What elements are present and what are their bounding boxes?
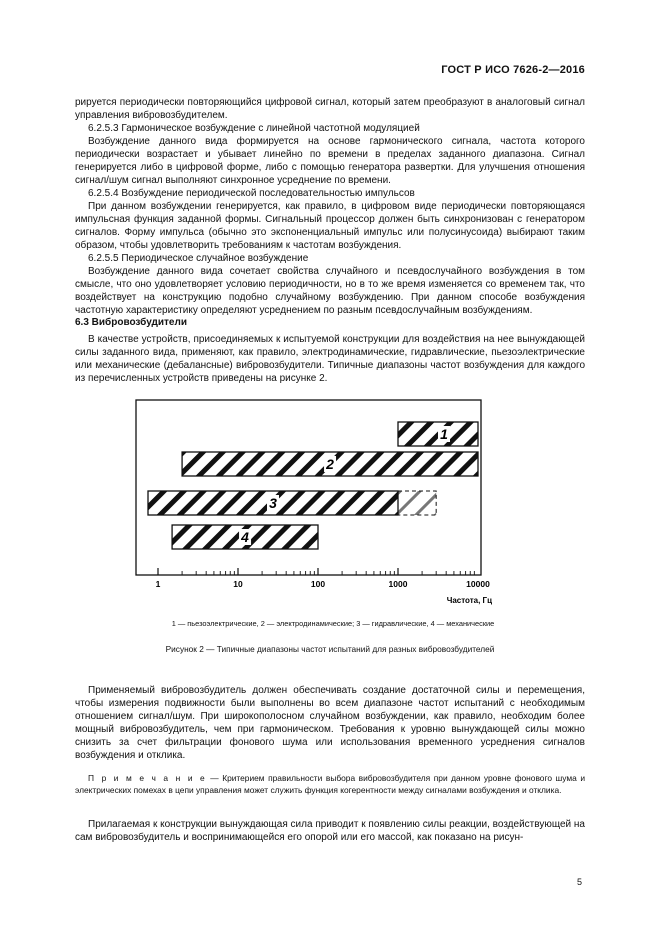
paragraph: 6.2.5.5 Периодическое случайное возбуждение xyxy=(88,253,309,264)
section-heading: 6.3 Вибровозбудители xyxy=(75,317,187,328)
paragraph: При данном возбуждении генерируется, как правило, в цифровом виде периодически повторяющаяся импульсная функция заданной формы. Сигнальный процессор должен быть синхронизован с генератором сигналов. Форму импульса (обычно это экспоненциальный импульс или полусинусоида) выбирают таким образом, чтобы удовлетворить требованиям к частотам возбуждения. xyxy=(75,201,585,251)
bar-extension xyxy=(398,491,436,515)
figure-legend: 1 — пьезоэлектрические, 2 — электродинамические; 3 — гидравлические, 4 — механические xyxy=(171,619,495,628)
paragraph: рируется периодически повторяющийся цифровой сигнал, который затем преобразуют в аналоговый сигнал управления вибровозбудителем. xyxy=(75,97,585,121)
note-label: П р и м е ч а н и е xyxy=(88,773,207,783)
x-axis xyxy=(156,568,490,589)
note-block xyxy=(75,773,585,796)
x-tick-label: 10000 xyxy=(466,579,490,589)
figure-caption: Рисунок 2 — Типичные диапазоны частот испытаний для разных вибровозбудителей xyxy=(165,644,495,654)
text-block-1 xyxy=(75,96,585,317)
page-number: 5 xyxy=(577,877,583,887)
paragraph: 6.2.5.4 Возбуждение периодической последовательностью импульсов xyxy=(88,188,415,199)
bars-group xyxy=(148,422,478,549)
note-text: — Критерием правильности выбора вибровозбудителя при данном уровне фонового шума и электрических помехах в цепи управления может служить функция когерентности между сигналами возбуждения и отклика. xyxy=(75,773,585,795)
text-block-4 xyxy=(75,818,585,844)
bar-label: 4 xyxy=(241,529,249,545)
bar-label: 3 xyxy=(269,495,277,511)
text-block-2 xyxy=(75,333,585,385)
frequency-range-chart xyxy=(118,395,508,610)
paragraph: 6.2.5.3 Гармоническое возбуждение с линейной частотной модуляцией xyxy=(88,123,420,134)
paragraph: Применяемый вибровозбудитель должен обеспечивать создание достаточной силы и перемещения, чтобы измерения подвижности были выполнены во всем диапазоне частот испытаний с необходимым отношением сигнал/шум. При широкополосном случайном возбуждении, как правило, необходим более мощный вибровозбудитель, чем при гармоническом. Требования к уровню вынуждающей силы можно снизить за счет фильтрации фонового шума или использования временного усреднения сигналов возбуждения и отклика. xyxy=(75,685,585,761)
text-block-3 xyxy=(75,684,585,762)
paragraph: Возбуждение данного вида формируется на основе гармонического сигнала, частота которого периодически возрастает и убывает линейно по времени в пределах заданного диапазона. Сигнал генерируется либо в цифровой форме, либо с помощью генератора развертки. Для улучшения отношения сигнал/шум сигнал выполняют синхронное усреднение по времени. xyxy=(75,136,585,186)
x-tick-label: 100 xyxy=(310,579,326,589)
x-tick-label: 1000 xyxy=(388,579,408,589)
paragraph: Возбуждение данного вида сочетает свойства случайного и псевдослучайного возбуждения в том смысле, что оно удовлетворяет условию периодичности, но в то же время изменяется со временем так, что воздействует на конструкцию подобно случайному возбуждению. При данном способе возбуждения частотную характеристику определяют усреднением по разным псевдослучайным возбуждениям. xyxy=(75,266,585,316)
paragraph: В качестве устройств, присоединяемых к испытуемой конструкции для воздействия на нее вынуждающей силы заданного вида, применяют, как правило, электродинамические, гидравлические, пьезоэлектрические или механические (дебалансные) вибровозбудители. Типичные диапазоны частот возбуждения для каждого из перечисленных устройств приведены на рисунке 2. xyxy=(75,334,585,384)
bar-label: 1 xyxy=(440,426,448,442)
section-block xyxy=(75,316,585,329)
x-tick-label: 1 xyxy=(155,579,161,589)
x-axis-label: Частота, Гц xyxy=(446,596,492,605)
paragraph: Прилагаемая к конструкции вынуждающая сила приводит к появлению силы реакции, воздействующей на сам вибровозбудитель и воспринимающейся его опорой или его массой, как показано на рисун- xyxy=(75,819,585,843)
bar-label: 2 xyxy=(326,456,334,472)
document-code: ГОСТ Р ИСО 7626-2—2016 xyxy=(441,64,585,76)
x-tick-label: 10 xyxy=(233,579,243,589)
